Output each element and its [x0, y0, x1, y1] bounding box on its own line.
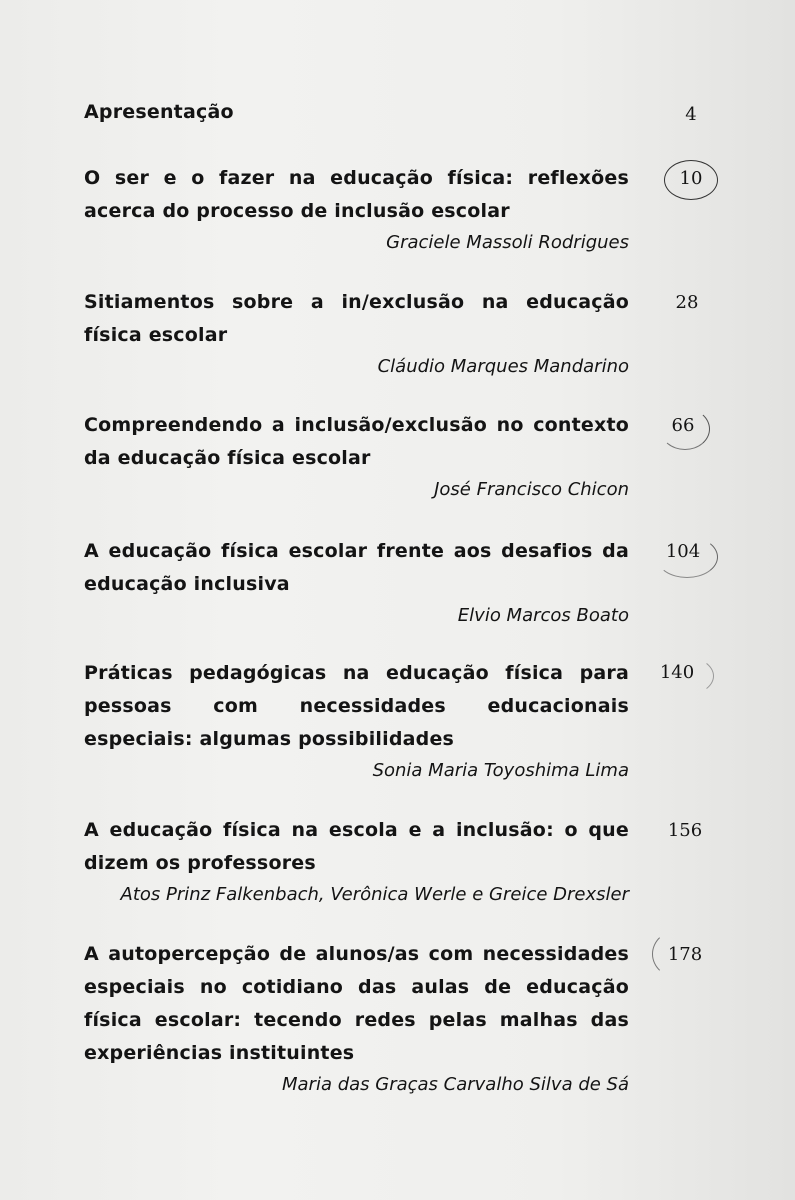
- toc-entry: [84, 814, 629, 910]
- toc-page-number: 10: [679, 168, 703, 189]
- toc-page-number: 178: [667, 944, 703, 965]
- toc-title: A autopercepção de alunos/as com necessidades especiais no cotidiano das aulas de educação física escolar: tecendo redes pelas malhas das experiências instituintes: [84, 943, 629, 1064]
- toc-entry: [84, 162, 629, 258]
- toc-page-number: 4: [685, 104, 697, 125]
- toc-title: Práticas pedagógicas na educação física para pessoas com necessidades educacionais especiais: algumas possibilidades: [84, 662, 629, 750]
- toc-page-number: 66: [671, 415, 695, 436]
- toc-page-number: 156: [667, 820, 703, 841]
- toc-author: Elvio Marcos Boato: [457, 605, 629, 626]
- toc-page-number: 28: [675, 292, 699, 313]
- toc-entry: [84, 657, 629, 786]
- toc-title: Apresentação: [84, 101, 234, 123]
- toc-author: Atos Prinz Falkenbach, Verônica Werle e Greice Drexsler: [120, 884, 629, 905]
- toc-title: Compreendendo a inclusão/exclusão no contexto da educação física escolar: [84, 414, 629, 469]
- toc-author: Maria das Graças Carvalho Silva de Sá: [281, 1074, 629, 1095]
- toc-page-number: 140: [659, 662, 695, 683]
- toc-title: A educação física na escola e a inclusão: o que dizem os professores: [84, 819, 629, 874]
- toc-entry: [84, 286, 629, 382]
- toc-title: O ser e o fazer na educação física: reflexões acerca do processo de inclusão escolar: [84, 167, 629, 222]
- toc-title: Sitiamentos sobre a in/exclusão na educação física escolar: [84, 291, 629, 346]
- toc-author: Cláudio Marques Mandarino: [377, 356, 629, 377]
- toc-author: José Francisco Chicon: [434, 479, 629, 500]
- toc-entry: [84, 96, 629, 129]
- toc-author: Sonia Maria Toyoshima Lima: [372, 760, 629, 781]
- toc-page-number: 104: [665, 541, 701, 562]
- toc-title: A educação física escolar frente aos desafios da educação inclusiva: [84, 540, 629, 595]
- toc-entry: [84, 938, 629, 1100]
- toc-entry: [84, 409, 629, 505]
- toc-author: Graciele Massoli Rodrigues: [386, 232, 629, 253]
- toc-entry: [84, 535, 629, 631]
